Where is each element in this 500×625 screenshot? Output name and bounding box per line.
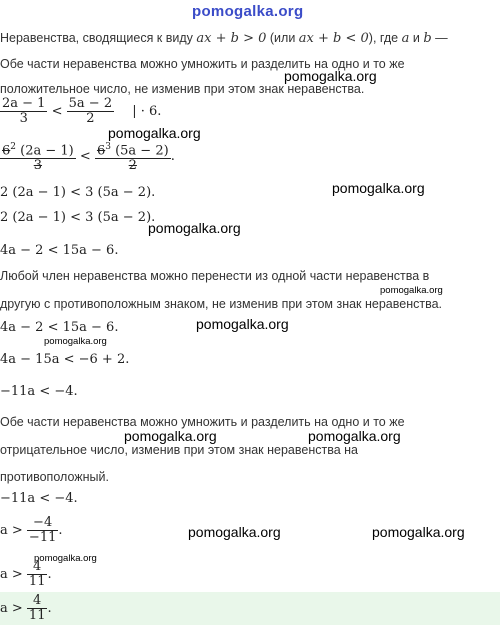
rule3-line-3: противоположный. (0, 470, 109, 484)
numerator: 4 (27, 560, 48, 575)
period: . (47, 601, 52, 616)
watermark: pomogalka.org (380, 285, 443, 296)
intro-line-2: Обе части неравенства можно умножить и разделить на одно и то же (0, 57, 405, 71)
watermark: pomogalka.org (124, 428, 217, 444)
watermark: pomogalka.org (284, 68, 377, 84)
rule2-line-2: другую с противоположным знаком, не изменив при этом знак неравенства. (0, 297, 442, 311)
numerator: 4 (27, 594, 48, 609)
equation-7: 4a − 15a < −6 + 2. (0, 352, 130, 367)
watermark: pomogalka.org (308, 428, 401, 444)
watermark: pomogalka.org (148, 220, 241, 236)
answer-highlight (0, 592, 500, 625)
intro-text: ), где (368, 31, 402, 45)
numerator: −4 (27, 516, 58, 531)
operator: < (79, 149, 91, 165)
rule3-line-1: Обе части неравенства можно умножить и разделить на одно и то же (0, 415, 405, 429)
equation-11 (0, 560, 52, 589)
numerator-rest: (2a − 1) (16, 143, 74, 159)
numerator-rest: (5a − 2) (110, 143, 169, 159)
cancelled-factor: 6 (2, 143, 11, 159)
header-watermark: pomogalka.org (192, 3, 304, 20)
equation-6: 4a − 2 < 15a − 6. (0, 320, 119, 335)
watermark: pomogalka.org (196, 316, 289, 332)
watermark: pomogalka.org (44, 336, 107, 347)
numerator: 2a − 1 (2, 96, 46, 111)
equation-12-answer (0, 594, 52, 623)
equation-8: −11a < −4. (0, 384, 78, 399)
equation-9: −11a < −4. (0, 491, 78, 506)
multiplier: | · 6. (132, 104, 162, 119)
superscript: 2 (10, 142, 17, 152)
intro-math-2: ax + b < 0 (298, 31, 369, 46)
fraction (27, 560, 48, 589)
equation-5: 4a − 2 < 15a − 6. (0, 243, 119, 258)
step2-inequality (0, 140, 175, 173)
watermark: pomogalka.org (332, 180, 425, 196)
intro-text: и (409, 31, 424, 45)
denominator: 11 (28, 608, 46, 623)
intro-line-3: положительное число, не изменив при этом знак неравенства. (0, 82, 365, 96)
intro-math-a: a (401, 31, 410, 46)
numerator (0, 140, 76, 159)
rule3-line-2: отрицательное число, изменив при этом знак неравенства на (0, 443, 358, 457)
equation-4: 2 (2a − 1) < 3 (5a − 2). (0, 210, 156, 225)
intro-text: Неравенства, сводящиеся к виду (0, 31, 197, 45)
intro-line-1 (0, 30, 448, 47)
fraction (27, 516, 58, 545)
fraction (27, 594, 48, 623)
equation-3: 2 (2a − 1) < 3 (5a − 2). (0, 185, 156, 200)
numerator: 5a − 2 (68, 96, 113, 111)
watermark: pomogalka.org (372, 524, 465, 540)
lhs: a > (0, 523, 23, 538)
superscript: 3 (105, 142, 111, 152)
lhs: a > (0, 567, 23, 582)
denominator: 11 (28, 574, 46, 589)
denominator: −11 (28, 530, 57, 545)
intro-math-b: b (423, 31, 432, 46)
denominator: 2 (86, 111, 95, 126)
denominator: 3 (33, 158, 43, 174)
fraction (95, 140, 171, 173)
period: . (58, 523, 63, 538)
period: . (47, 567, 52, 582)
operator: < (51, 104, 63, 119)
cancelled-factor: 6 (96, 143, 106, 159)
fraction (0, 140, 76, 173)
period: . (170, 149, 175, 165)
equation-10 (0, 516, 63, 545)
rule2-line-1: Любой член неравенства можно перенести из одной части неравенства в (0, 269, 430, 283)
numerator (95, 140, 171, 159)
intro-text: (или (266, 31, 299, 45)
step1-inequality (0, 97, 161, 126)
watermark: pomogalka.org (188, 524, 281, 540)
fraction (0, 97, 47, 126)
intro-math-1: ax + b > 0 (196, 31, 267, 46)
watermark: pomogalka.org (34, 553, 97, 564)
watermark: pomogalka.org (108, 125, 201, 141)
lhs: a > (0, 601, 23, 616)
denominator: 3 (19, 111, 28, 126)
fraction (67, 97, 114, 126)
denominator: 2 (128, 158, 137, 174)
intro-text: — (431, 31, 448, 45)
